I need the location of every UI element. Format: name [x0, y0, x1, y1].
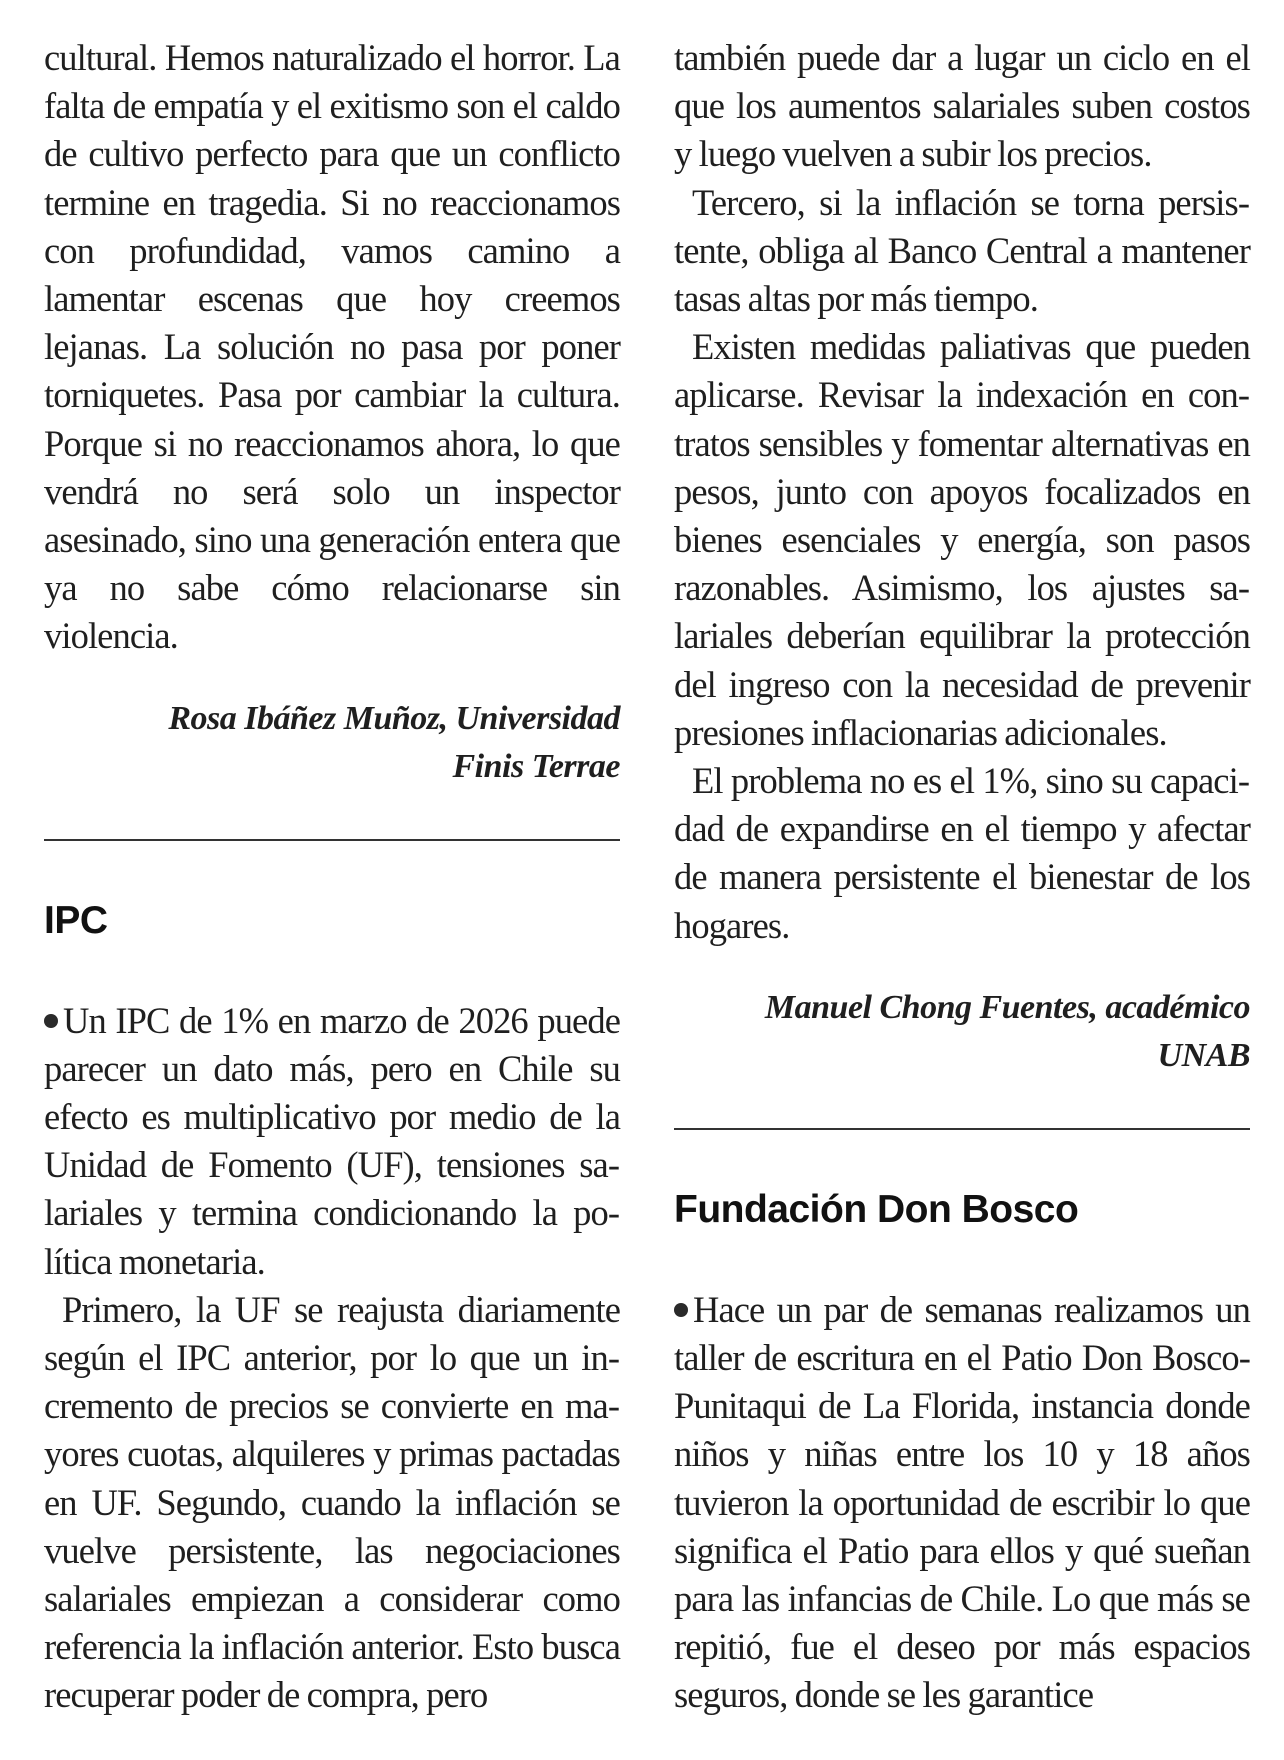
- ipc-paragraph-1: Un IPC de 1% en marzo de 2026 puede parecer un dato más, pero en Chile su efecto es multiplicativo por medio de la Unidad de Fomento (UF), tensiones salariales y termina condicionando la política monetaria.: [44, 999, 620, 1282]
- letter-1-author: Rosa Ibáñez Muñoz, Universidad: [168, 699, 620, 737]
- letter-1-body: cultural. Hemos naturalizado el horror. La falta de empatía y el exitismo son el caldo de cultivo perfecto para que un conflicto termine en tragedia. Si no reaccionamos con profundidad, vamos camino a lamentar escenas que hoy creemos lejanas. La solución no pasa por poner torniquetes. Pasa por cambiar la cultura. Porque si no reaccionamos ahora, lo que vendrá no será solo un inspector asesinado, sino una generación entera que ya no sabe cómo relacionarse sin violencia.: [44, 37, 620, 657]
- bosco-paragraph-1: Hace un par de semanas realizamos un taller de escritura en el Patio Don Bosco-Punitaqui de La Florida, instancia donde niños y niñas entre los 10 y 18 años tuvieron la oportunidad de escribir lo que significa el Patio para ellos y qué sueñan para las infancias de Chile. Lo que más se repitió, fue el deseo por más espacios seguros, donde se les garantice: [674, 1288, 1250, 1716]
- ipc-paragraph-4: Tercero, si la inflación se torna persistente, obliga al Banco Central a mantener tasas altas por más tiempo.: [674, 181, 1250, 320]
- letter-1-affiliation: Finis Terrae: [452, 747, 620, 785]
- left-column: [44, 34, 620, 1720]
- section-title-ipc: IPC: [44, 898, 108, 942]
- ipc-paragraph-5: Existen medidas paliativas que pueden aplicarse. Revisar la indexación en contratos sensibles y fomentar alternativas en pesos, junto con apoyos focalizados en bienes esenciales y energía, son pasos razonables. Asimismo, los ajustes salariales deberían equilibrar la protección del ingreso con la necesidad de prevenir presiones inflacionarias adicionales.: [674, 326, 1250, 753]
- ipc-paragraph-3: también puede dar a lugar un ciclo en el que los aumentos salariales suben costos y luego vuelven a subir los precios.: [674, 37, 1250, 175]
- letter-2-affiliation: UNAB: [1157, 1036, 1250, 1074]
- bullet-dot-icon: [44, 1014, 58, 1028]
- ipc-paragraph-2: Primero, la UF se reajusta diariamente según el IPC anterior, por lo que un incremento de precios se convierte en mayores cuotas, alquileres y primas pactadas en UF. Segundo, cuando la inflación se vuelve persistente, las negociaciones salariales empiezan a considerar como referencia la inflación anterior. Esto busca recuperar poder de compra, pero: [44, 1288, 620, 1716]
- right-column: [674, 34, 1250, 1720]
- ipc-paragraph-6: El problema no es el 1%, sino su capacidad de expandirse en el tiempo y afectar de manera persistente el bienestar de los hogares.: [674, 760, 1250, 946]
- letter-2-author: Manuel Chong Fuentes, académico: [764, 988, 1250, 1026]
- bullet-dot-icon: [674, 1303, 688, 1317]
- section-title-fundacion-don-bosco: Fundación Don Bosco: [674, 1187, 1079, 1231]
